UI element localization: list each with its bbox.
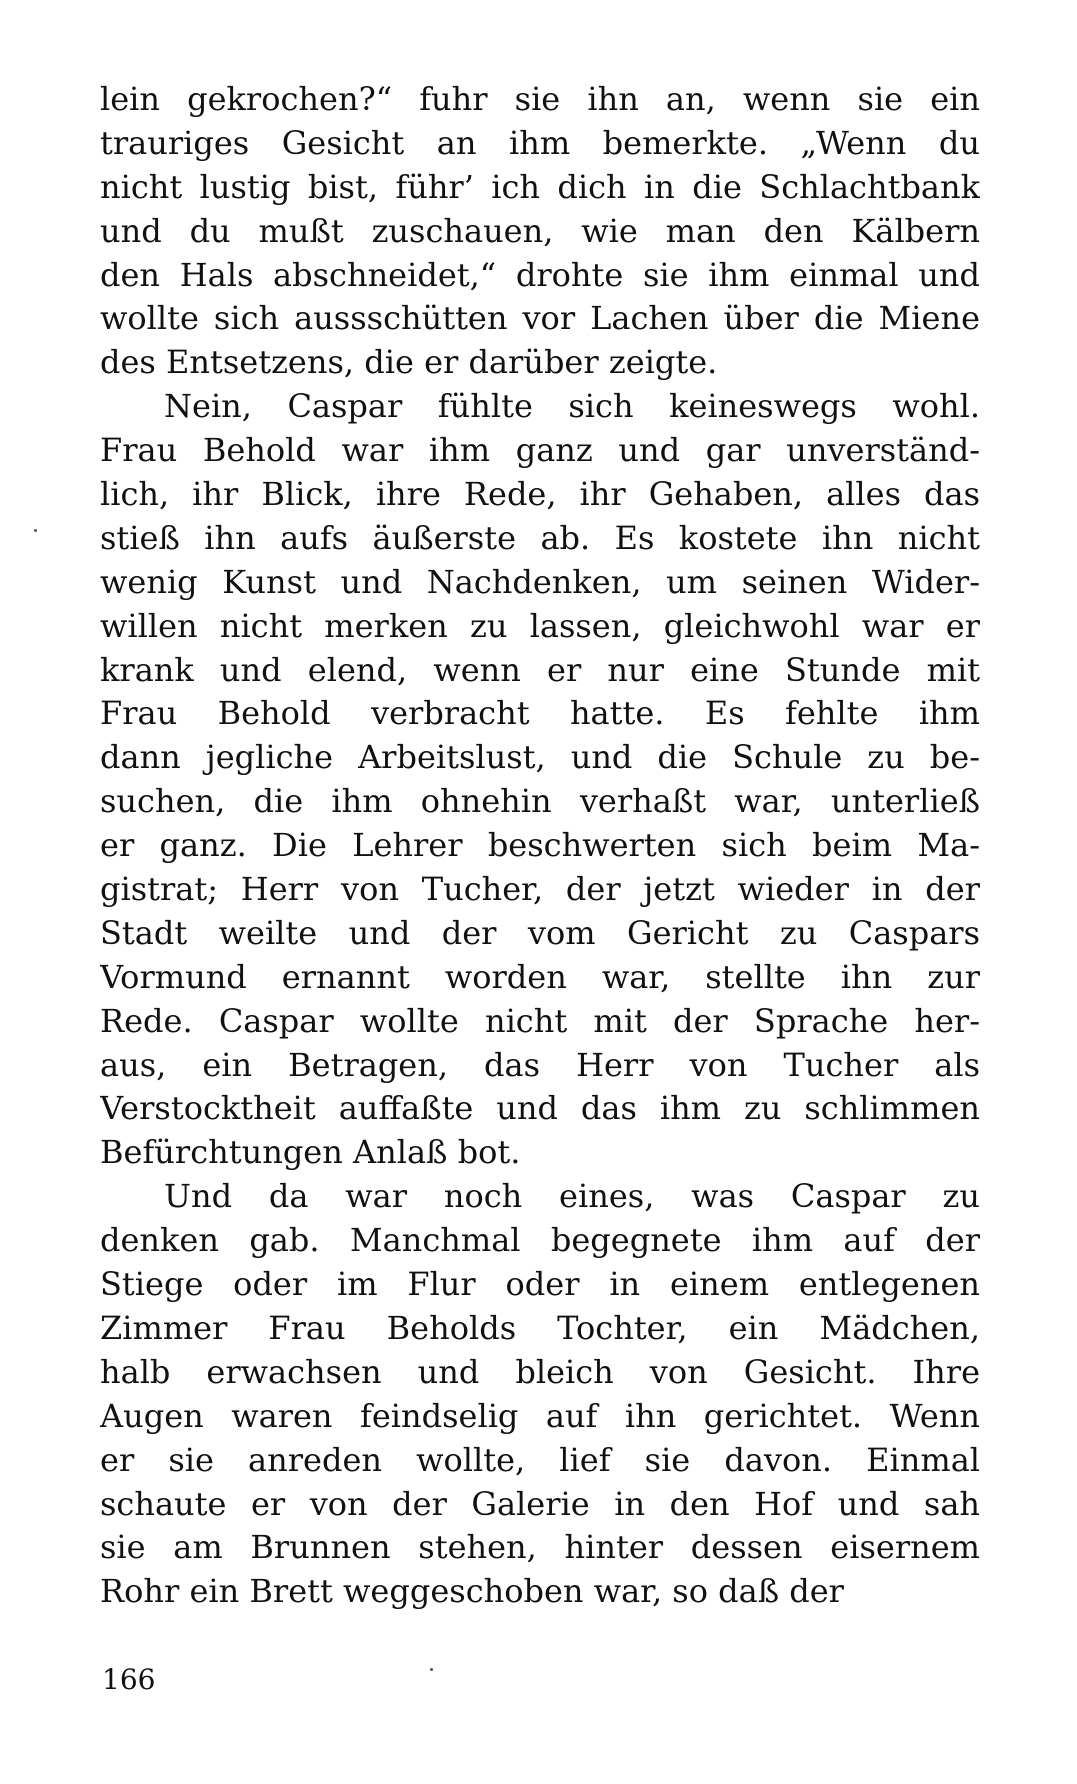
text-line: dann jegliche Arbeitslust, und die Schule zu be- (100, 738, 980, 777)
text-line: des Entsetzens, die er darüber zeigte. (100, 343, 718, 382)
text-line: Rohr ein Brett weggeschoben war, so daß der (100, 1572, 844, 1611)
text-line: Zimmer Frau Beholds Tochter, ein Mädchen, (100, 1308, 980, 1347)
text-line: und du mußt zuschauen, wie man den Kälbern (100, 211, 980, 250)
text-line: halb erwachsen und bleich von Gesicht. Ihre (100, 1352, 980, 1391)
text-line: schaute er von der Galerie in den Hof und sah (100, 1484, 980, 1523)
text-line: Verstocktheit auffaßte und das ihm zu schlimmen (100, 1089, 980, 1128)
margin-speck (34, 529, 37, 532)
text-line: Frau Behold war ihm ganz und gar unverständ- (100, 431, 980, 470)
text-line: er ganz. Die Lehrer beschwerten sich beim Ma- (100, 826, 980, 865)
text-line: Und da war noch eines, was Caspar zu (164, 1177, 980, 1216)
text-line: Rede. Caspar wollte nicht mit der Sprache her- (100, 1001, 980, 1040)
text-line: er sie anreden wollte, lief sie davon. Einmal (100, 1440, 980, 1479)
text-line: gistrat; Herr von Tucher, der jetzt wieder in der (100, 870, 980, 909)
text-line: Vormund ernannt worden war, stellte ihn zur (100, 957, 980, 996)
text-line: Stiege oder im Flur oder in einem entlegenen (100, 1265, 980, 1304)
text-line: den Hals abschneidet,“ drohte sie ihm einmal und (100, 255, 980, 294)
text-line: stieß ihn aufs äußerste ab. Es kostete ihn nicht (100, 518, 980, 557)
text-line: Augen waren feindselig auf ihn gerichtet. Wenn (100, 1396, 980, 1435)
text-line: lein gekrochen?“ fuhr sie ihn an, wenn sie ein (100, 80, 980, 118)
text-line: aus, ein Betragen, das Herr von Tucher als (100, 1045, 980, 1084)
text-line: suchen, die ihm ohnehin verhaßt war, unterließ (100, 782, 980, 821)
text-line: Befürchtungen Anlaß bot. (100, 1133, 521, 1172)
text-line: wenig Kunst und Nachdenken, um seinen Wider- (100, 562, 980, 601)
body-text (100, 78, 980, 1614)
text-line: Frau Behold verbracht hatte. Es fehlte ihm (100, 694, 980, 733)
text-line: wollte sich aussschütten vor Lachen über die Miene (100, 299, 980, 338)
text-line: Nein, Caspar fühlte sich keineswegs wohl. (164, 387, 980, 426)
text-line: denken gab. Manchmal begegnete ihm auf der (100, 1221, 980, 1260)
page-number: 166 (102, 1663, 156, 1696)
text-line: trauriges Gesicht an ihm bemerkte. „Wenn du (100, 123, 980, 162)
text-line: sie am Brunnen stehen, hinter dessen eisernem (100, 1528, 980, 1567)
text-line: Stadt weilte und der vom Gericht zu Caspars (100, 913, 980, 952)
text-line: nicht lustig bist, führ’ ich dich in die Schlachtbank (100, 167, 980, 206)
text-line: krank und elend, wenn er nur eine Stunde mit (100, 650, 980, 689)
margin-speck (430, 1668, 433, 1671)
text-line: willen nicht merken zu lassen, gleichwohl war er (100, 606, 980, 645)
text-line: lich, ihr Blick, ihre Rede, ihr Gehaben, alles das (100, 475, 980, 514)
